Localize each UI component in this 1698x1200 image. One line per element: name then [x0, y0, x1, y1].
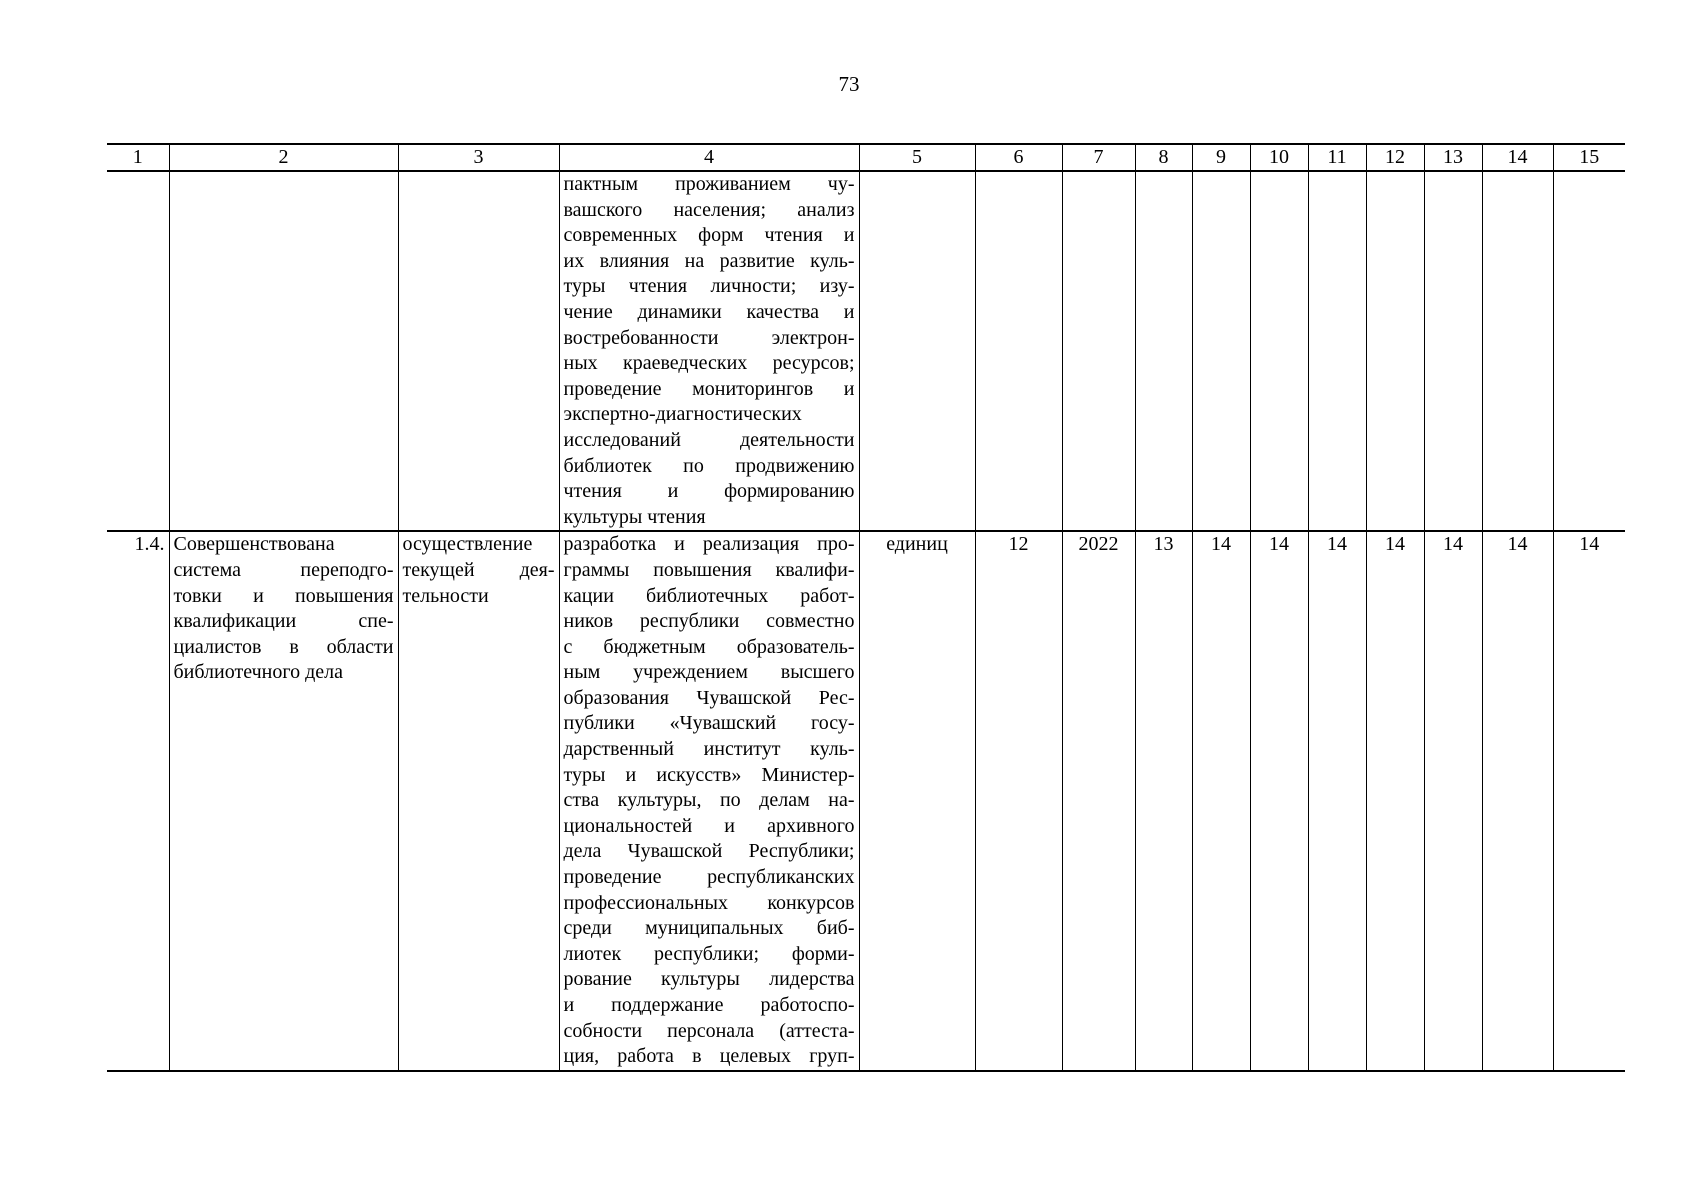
text-line: чение динамики качества и	[563, 300, 855, 323]
column-header: 9	[1192, 144, 1250, 171]
cell-value: 14	[1424, 531, 1482, 1070]
program-table	[107, 143, 1625, 1072]
text-line: проведение мониторингов и	[563, 377, 855, 400]
text-line: граммы повышения квалифи-	[563, 558, 855, 581]
text-line: их влияния на развитие куль-	[563, 249, 855, 272]
cell-value: 14	[1553, 531, 1625, 1070]
text-line: текущей дея-	[402, 558, 555, 581]
column-header: 7	[1062, 144, 1135, 171]
text-line: дела Чувашской Республики;	[563, 840, 855, 863]
cell-value	[975, 171, 1062, 531]
text-line: циональностей и архивного	[563, 814, 855, 837]
column-header: 12	[1366, 144, 1424, 171]
text-line: ных краеведческих ресурсов;	[563, 352, 855, 375]
text-line: востребованности электрон-	[563, 326, 855, 349]
table-row-1-4	[107, 531, 1625, 1070]
cell-value	[1250, 171, 1308, 531]
column-header: 11	[1308, 144, 1366, 171]
text-line: библиотечного дела	[173, 661, 343, 684]
text-line: туры и искусств» Министер-	[563, 763, 855, 786]
column-header: 6	[975, 144, 1062, 171]
cell-value: 14	[1308, 531, 1366, 1070]
text-line: собности персонала (аттеста-	[563, 1019, 855, 1042]
cell-activities	[559, 531, 859, 1070]
text-line: система переподго-	[173, 558, 394, 581]
text-line: тельности	[402, 584, 489, 607]
text-line: проведение республиканских	[563, 866, 855, 889]
cell-result	[169, 531, 398, 1070]
cell-value	[1135, 171, 1192, 531]
text-line: туры чтения личности; изу-	[563, 275, 855, 298]
column-header: 2	[169, 144, 398, 171]
text-line: профессиональных конкурсов	[563, 891, 855, 914]
cell-number	[107, 171, 169, 531]
text-line: образования Чувашской Рес-	[563, 686, 855, 709]
cell-result	[169, 171, 398, 531]
text-line: циалистов в области	[173, 635, 394, 658]
cell-value	[1424, 171, 1482, 531]
cell-value	[1192, 171, 1250, 531]
cell-value	[1308, 171, 1366, 531]
cell-mechanism	[398, 171, 559, 531]
column-header: 1	[107, 144, 169, 171]
cell-value	[1366, 171, 1424, 531]
cell-value	[1482, 171, 1553, 531]
text-line: кации библиотечных работ-	[563, 584, 855, 607]
text-line: пактным проживанием чу-	[563, 173, 855, 195]
column-header: 3	[398, 144, 559, 171]
text-line: и поддержание работоспо-	[563, 994, 855, 1016]
text-line: лиотек республики; форми-	[563, 942, 855, 965]
text-line: рование культуры лидерства	[563, 968, 855, 991]
cell-value: 14	[1250, 531, 1308, 1070]
cell-value: 14	[1192, 531, 1250, 1070]
text-line: ным учреждением высшего	[563, 661, 855, 684]
text-line: квалификации спе-	[173, 610, 394, 633]
text-line: осуществление	[402, 533, 533, 556]
column-header: 13	[1424, 144, 1482, 171]
cell-value	[1062, 171, 1135, 531]
cell-base-value: 12	[975, 531, 1062, 1070]
column-header: 15	[1553, 144, 1625, 171]
column-header: 10	[1250, 144, 1308, 171]
text-line: Совершенствована	[173, 533, 335, 556]
cell-value	[1553, 171, 1625, 531]
column-header: 4	[559, 144, 859, 171]
text-line: товки и повышения	[173, 584, 394, 607]
cell-value: 13	[1135, 531, 1192, 1070]
cell-value: 14	[1482, 531, 1553, 1070]
text-line: среди муниципальных биб-	[563, 917, 855, 940]
text-line: ников республики совместно	[563, 610, 855, 633]
text-line: чтения и формированию	[563, 480, 855, 503]
text-line: ства культуры, по делам на-	[563, 789, 855, 812]
text-line: библиотек по продвижению	[563, 454, 855, 477]
text-line: дарственный институт куль-	[563, 738, 855, 761]
text-line: культуры чтения	[563, 505, 706, 528]
cell-unit	[859, 171, 975, 531]
cell-value: 14	[1366, 531, 1424, 1070]
cell-unit: единиц	[859, 531, 975, 1070]
cell-mechanism	[398, 531, 559, 1070]
text-line: исследований деятельности	[563, 428, 855, 451]
text-line: вашского населения; анализ	[563, 198, 855, 221]
text-line: экспертно-диагностических	[563, 403, 802, 426]
column-header: 8	[1135, 144, 1192, 171]
cell-number: 1.4.	[107, 531, 169, 1070]
column-header: 14	[1482, 144, 1553, 171]
page-number: 73	[838, 72, 860, 96]
header-row	[107, 144, 1625, 171]
text-line: разработка и реализация про-	[563, 533, 855, 556]
text-line: ция, работа в целевых груп-	[563, 1045, 855, 1068]
table-row-continued	[107, 171, 1625, 531]
column-header: 5	[859, 144, 975, 171]
cell-base-year: 2022	[1062, 531, 1135, 1070]
text-line: современных форм чтения и	[563, 224, 855, 247]
cell-activities	[559, 171, 859, 531]
text-line: с бюджетным образователь-	[563, 635, 855, 658]
text-line: публики «Чувашский госу-	[563, 712, 855, 735]
